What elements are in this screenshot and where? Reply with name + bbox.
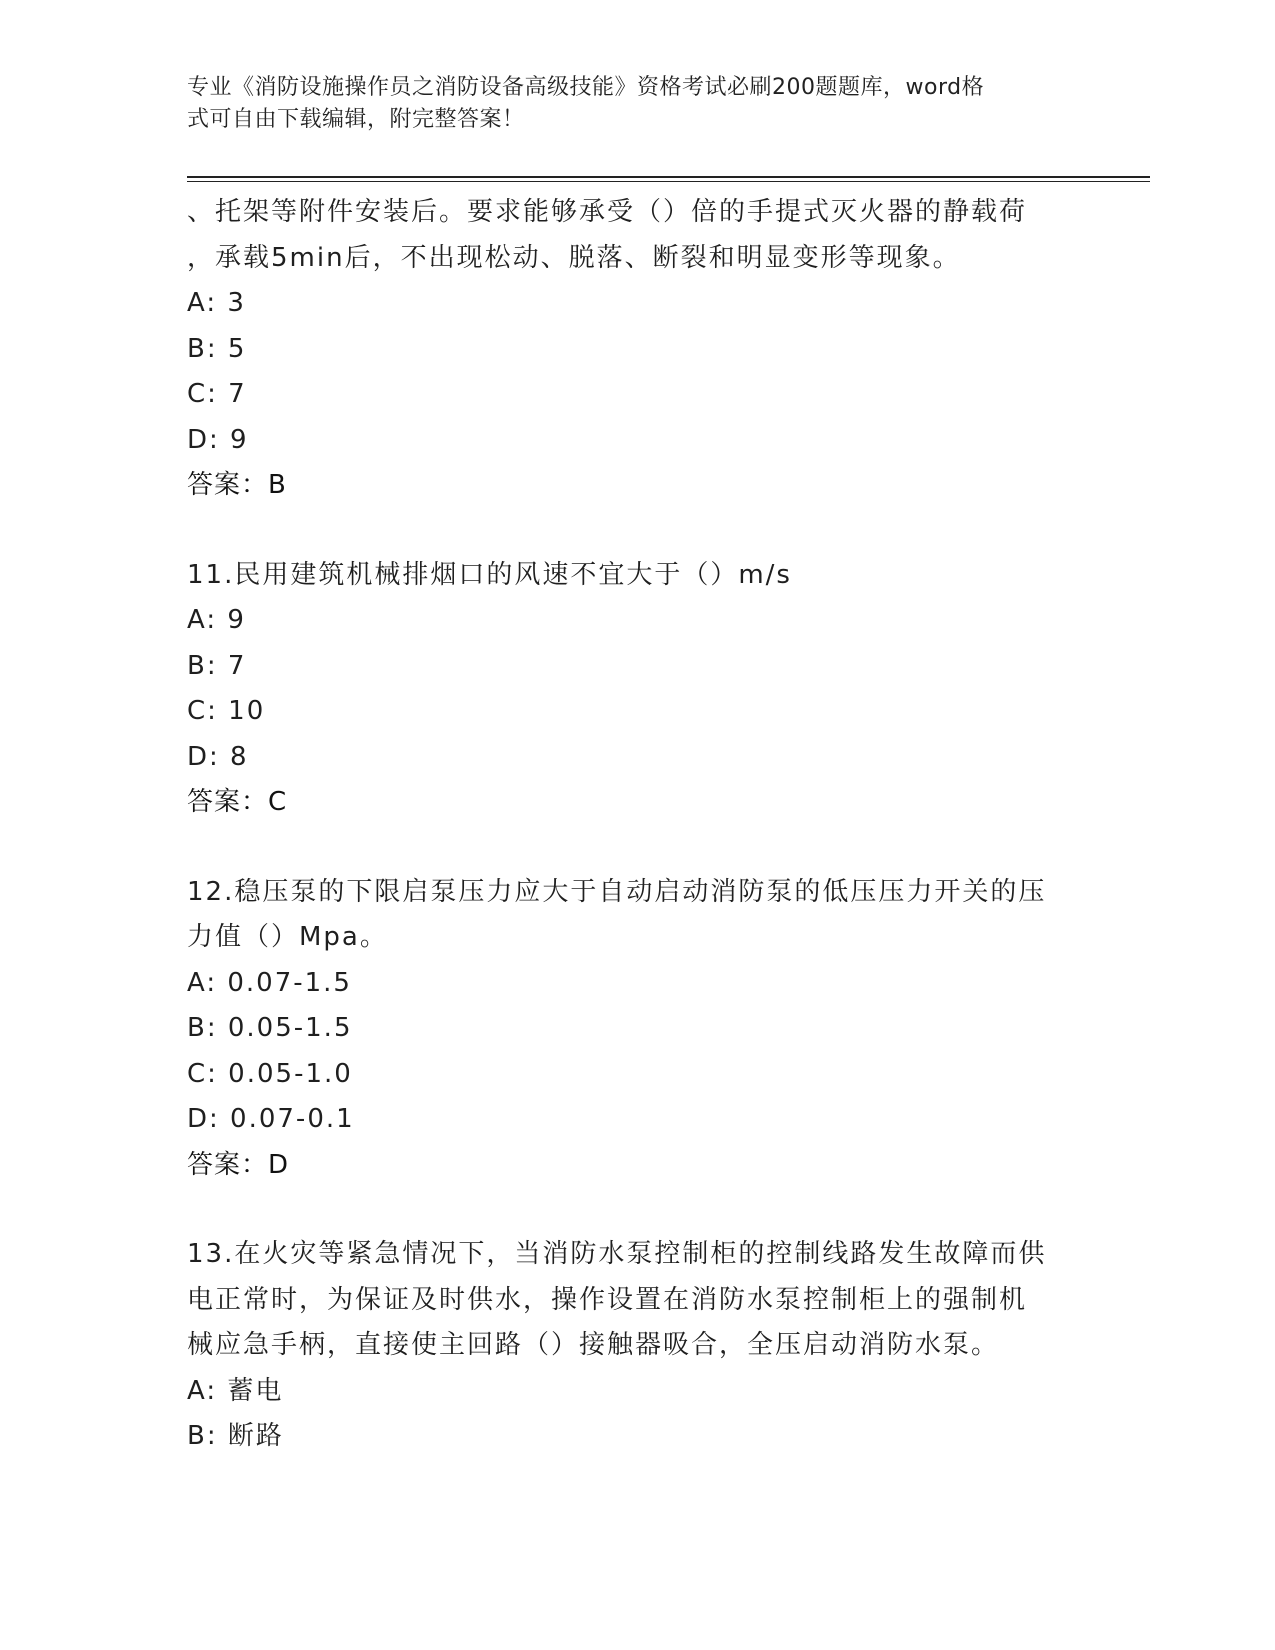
question-10 <box>187 190 1087 509</box>
header-line-2: 式可自由下载编辑，附完整答案！ <box>187 107 525 132</box>
question-stem-line: ，承载5min后，不出现松动、脱落、断裂和明显变形等现象。 <box>187 242 961 273</box>
question-11 <box>187 553 1087 826</box>
question-stem-line: 械应急手柄，直接使主回路（）接触器吸合，全压启动消防水泵。 <box>187 1330 1000 1360</box>
option-a: A: 蓄电 <box>187 1375 284 1406</box>
question-stem-line: 12.稳压泵的下限启泵压力应大于自动启动消防泵的低压压力开关的压 <box>187 876 1047 907</box>
option-b: B: 断路 <box>187 1421 284 1451</box>
question-list <box>187 190 1087 1460</box>
option-c: C: 0.05-1.0 <box>187 1058 353 1089</box>
answer-label: 答案：D <box>187 1149 290 1180</box>
question-stem-line: 11.民用建筑机械排烟口的风速不宜大于（）m/s <box>187 559 792 590</box>
spacer <box>187 826 1087 870</box>
question-12 <box>187 870 1087 1189</box>
document-header <box>187 72 1067 136</box>
option-a: A: 9 <box>187 605 246 635</box>
option-d: D: 8 <box>187 741 249 772</box>
answer-label: 答案：C <box>187 787 288 817</box>
question-stem-line: 力值（）Mpa。 <box>187 922 388 952</box>
option-d: D: 9 <box>187 424 249 455</box>
option-a: A: 3 <box>187 288 246 318</box>
option-b: B: 0.05-1.5 <box>187 1013 353 1043</box>
header-line-1: 专业《消防设施操作员之消防设备高级技能》资格考试必刷200题题库，word格 <box>187 75 985 100</box>
header-rule-thick <box>187 176 1150 178</box>
question-stem-line: 13.在火灾等紧急情况下，当消防水泵控制柜的控制线路发生故障而供 <box>187 1239 1047 1269</box>
spacer <box>187 1188 1087 1232</box>
spacer <box>187 509 1087 553</box>
option-c: C: 10 <box>187 696 266 726</box>
option-a: A: 0.07-1.5 <box>187 967 352 998</box>
option-d: D: 0.07-0.1 <box>187 1104 355 1134</box>
header-rule-thin <box>187 181 1150 182</box>
answer-label: 答案：B <box>187 470 287 500</box>
question-13 <box>187 1232 1087 1460</box>
question-stem-line: 电正常时，为保证及时供水，操作设置在消防水泵控制柜上的强制机 <box>187 1284 1028 1315</box>
option-b: B: 7 <box>187 650 247 681</box>
option-c: C: 7 <box>187 379 247 409</box>
question-stem-line: 、托架等附件安装后。要求能够承受（）倍的手提式灭火器的静载荷 <box>187 197 1028 227</box>
option-b: B: 5 <box>187 333 247 364</box>
